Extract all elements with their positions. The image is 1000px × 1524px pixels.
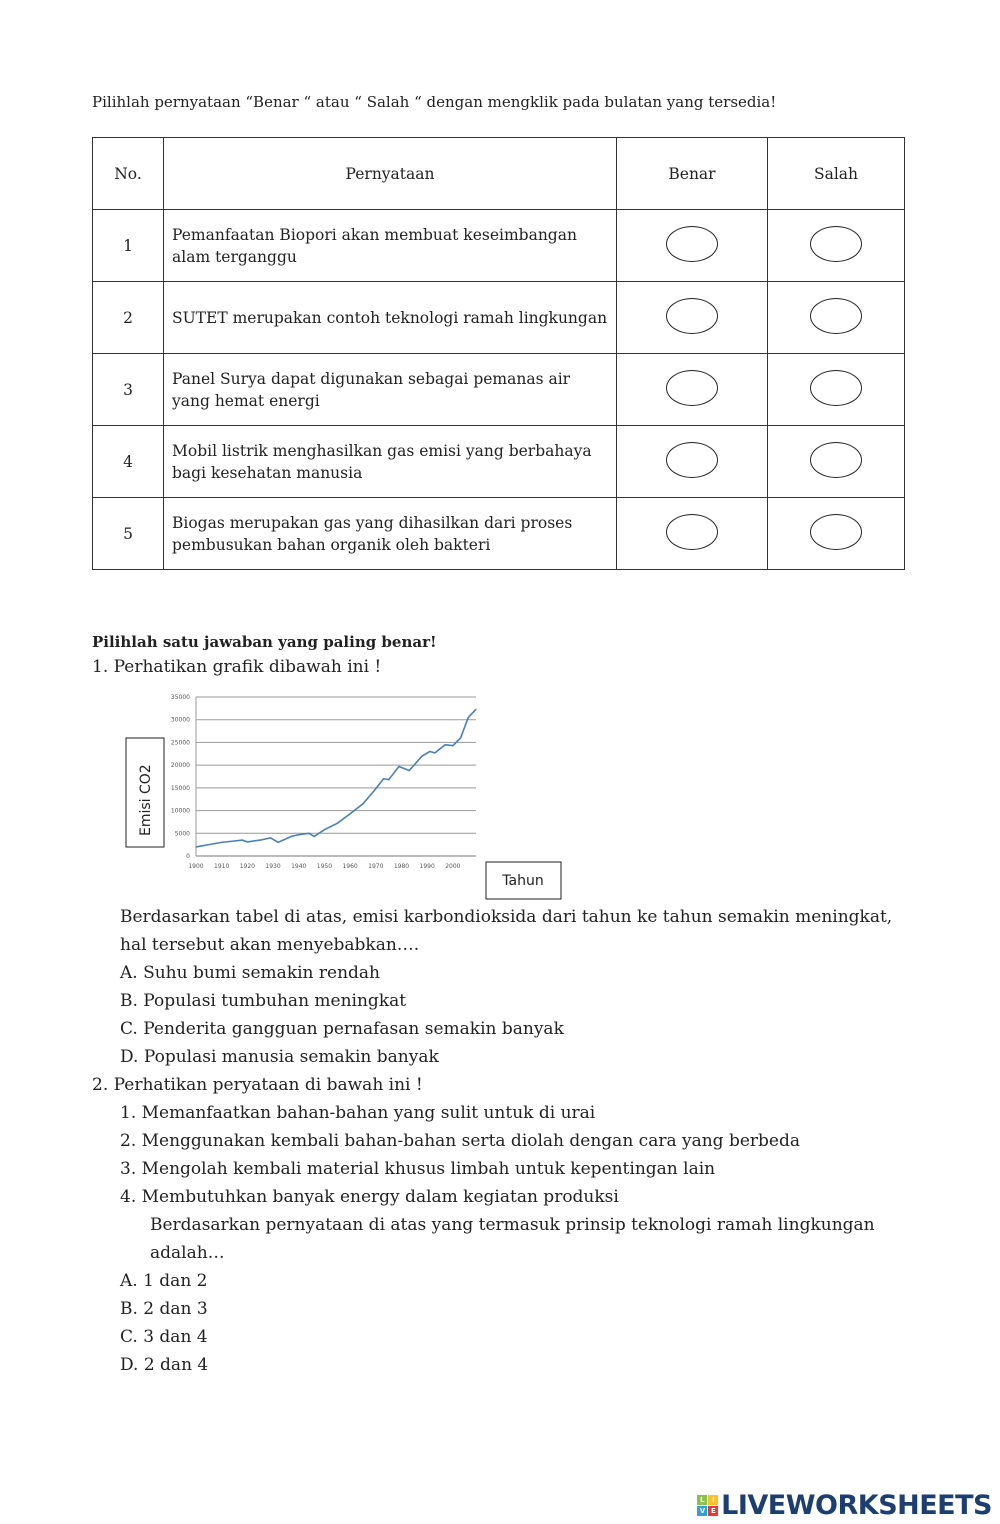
co2-series-line: [196, 709, 476, 847]
x-tick-label: 1970: [368, 863, 384, 870]
data-point: [290, 836, 291, 837]
row-statement: Biogas merupakan gas yang dihasilkan dari proses pembusukan bahan organik oleh bakteri: [164, 498, 617, 570]
true-option-circle[interactable]: [666, 226, 718, 262]
false-option-circle[interactable]: [810, 298, 862, 334]
true-option-circle[interactable]: [666, 442, 718, 478]
q2-answer-option[interactable]: B. 2 dan 3: [120, 1299, 208, 1319]
liveworksheets-logo: [697, 1490, 992, 1521]
false-option-circle[interactable]: [810, 442, 862, 478]
q2-statement-item: 4. Membutuhkan banyak energy dalam kegiatan produksi: [120, 1187, 619, 1207]
data-point: [350, 813, 351, 814]
row-number: 4: [93, 426, 164, 498]
q1-stem: Berdasarkan tabel di atas, emisi karbondioksida dari tahun ke tahun semakin meningkat, hal tersebut akan menyebabkan….: [120, 907, 893, 955]
y-tick-label: 35000: [170, 694, 190, 701]
x-tick-label: 1910: [214, 863, 230, 870]
y-tick-label: 20000: [170, 762, 190, 770]
q1-answer-option[interactable]: D. Populasi manusia semakin banyak: [120, 1047, 439, 1067]
data-point: [398, 766, 399, 767]
row-number: 2: [93, 282, 164, 354]
q2-title: 2. Perhatikan peryataan di bawah ini !: [92, 1075, 423, 1095]
y-tick-label: 15000: [170, 784, 190, 792]
data-point: [208, 844, 209, 845]
y-tick-label: 10000: [170, 807, 190, 815]
data-point: [314, 836, 315, 837]
header-false: Salah: [768, 138, 905, 210]
table-row: [93, 210, 905, 282]
row-number: 5: [93, 498, 164, 570]
true-false-table: [92, 137, 905, 570]
data-point: [260, 840, 261, 841]
header-true: Benar: [617, 138, 768, 210]
q1-answer-option[interactable]: B. Populasi tumbuhan meningkat: [120, 991, 407, 1011]
y-axis-label: Emisi CO2: [138, 764, 154, 836]
data-point: [421, 755, 422, 756]
x-tick-label: 1980: [393, 863, 410, 870]
data-point: [324, 829, 325, 830]
q2-statement-item: 3. Mengolah kembali material khusus limbah untuk kepentingan lain: [120, 1159, 716, 1179]
data-point: [468, 717, 469, 718]
part2-instruction: Pilihlah satu jawaban yang paling benar!: [92, 633, 437, 651]
x-tick-label: 1940: [291, 863, 307, 870]
header-statement: Pernyataan: [164, 138, 617, 210]
x-tick-label: 1950: [316, 863, 333, 870]
data-point: [337, 823, 338, 824]
table-row: [93, 354, 905, 426]
q1-answer-option[interactable]: A. Suhu bumi semakin rendah: [120, 963, 381, 983]
false-option-circle[interactable]: [810, 226, 862, 262]
table-row: [93, 282, 905, 354]
part1-instruction: Pilihlah pernyataan “Benar “ atau “ Salah “ dengan mengklik pada bulatan yang tersedia!: [92, 93, 777, 111]
data-point: [375, 788, 376, 789]
q2-answer-option[interactable]: D. 2 dan 4: [120, 1355, 209, 1375]
false-option-circle[interactable]: [810, 514, 862, 550]
row-statement: Pemanfaatan Biopori akan membuat keseimbangan alam terganggu: [164, 210, 617, 282]
q1-answer-option[interactable]: C. Penderita gangguan pernafasan semakin banyak: [120, 1019, 564, 1039]
data-point: [270, 837, 271, 838]
logo-blocks-icon: L I V E: [697, 1495, 718, 1516]
q2-stem: [150, 1211, 875, 1267]
x-tick-label: 1900: [188, 863, 204, 870]
data-point: [221, 842, 222, 843]
q2-stem-line2: adalah…: [150, 1243, 225, 1263]
data-point: [195, 846, 196, 847]
q2-answer-option[interactable]: A. 1 dan 2: [120, 1271, 208, 1291]
data-point: [308, 833, 309, 834]
row-statement: Mobil listrik menghasilkan gas emisi yang berbahaya bagi kesehatan manusia: [164, 426, 617, 498]
q2-statement-item: 2. Menggunakan kembali bahan-bahan serta diolah dengan cara yang berbeda: [120, 1131, 800, 1151]
row-number: 1: [93, 210, 164, 282]
data-point: [460, 737, 461, 738]
data-point: [434, 752, 435, 753]
q2-statement-item: 1. Memanfaatkan bahan-bahan yang sulit untuk di urai: [120, 1103, 596, 1123]
data-point: [429, 751, 430, 752]
true-option-circle[interactable]: [666, 514, 718, 550]
x-tick-label: 1990: [419, 863, 435, 870]
true-option-circle[interactable]: [666, 370, 718, 406]
data-point: [234, 840, 235, 841]
y-tick-label: 25000: [170, 739, 190, 747]
y-tick-label: 30000: [170, 716, 190, 724]
data-point: [278, 842, 279, 843]
data-point: [445, 744, 446, 745]
q2-stem-line1: Berdasarkan pernyataan di atas yang termasuk prinsip teknologi ramah lingkungan: [150, 1215, 875, 1235]
x-axis-label: Tahun: [502, 873, 544, 889]
data-point: [362, 803, 363, 804]
x-tick-label: 1960: [342, 863, 358, 870]
x-tick-label: 1930: [265, 863, 281, 870]
x-tick-label: 2000: [445, 863, 461, 870]
data-point: [247, 841, 248, 842]
co2-chart: [120, 690, 570, 905]
data-point: [388, 779, 389, 780]
q2-answer-option[interactable]: C. 3 dan 4: [120, 1327, 208, 1347]
y-tick-label: 5000: [174, 830, 190, 838]
data-point: [475, 709, 476, 710]
logo-text: LIVEWORKSHEETS: [721, 1490, 992, 1521]
row-number: 3: [93, 354, 164, 426]
row-statement: SUTET merupakan contoh teknologi ramah lingkungan: [164, 282, 617, 354]
data-point: [409, 770, 410, 771]
data-point: [383, 778, 384, 779]
data-point: [452, 745, 453, 746]
x-tick-label: 1920: [239, 863, 256, 870]
false-option-circle[interactable]: [810, 370, 862, 406]
header-no: No.: [93, 138, 164, 210]
table-row: [93, 426, 905, 498]
data-point: [242, 840, 243, 841]
true-option-circle[interactable]: [666, 298, 718, 334]
table-row: [93, 498, 905, 570]
row-statement: Panel Surya dapat digunakan sebagai pemanas air yang hemat energi: [164, 354, 617, 426]
y-tick-label: 0: [186, 853, 190, 860]
q1-title: 1. Perhatikan grafik dibawah ini !: [92, 657, 382, 677]
data-point: [298, 834, 299, 835]
